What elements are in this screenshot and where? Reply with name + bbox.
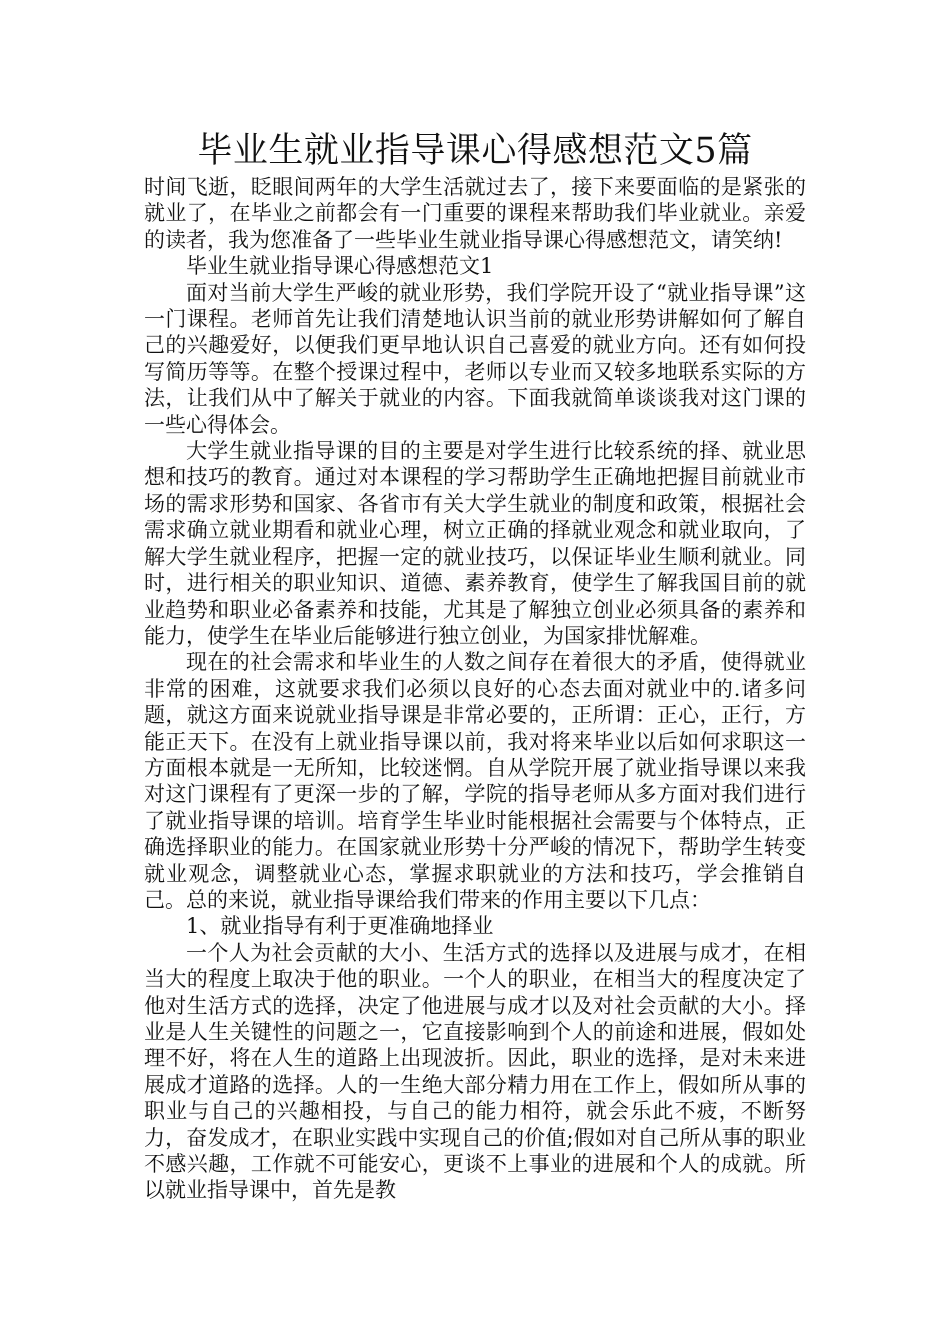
subheading-point-1: 1、就业指导有利于更准确地择业: [186, 914, 494, 939]
paragraph-intro: 时间飞逝，眨眼间两年的大学生活就过去了，接下来要面临的是紧张的就业了，在毕业之前都会有一门重要的课程来帮助我们毕业就业。亲爱的读者，我为您准备了一些毕业生就业指导课心得感想范文，请笑纳!: [144, 175, 806, 252]
paragraph: 大学生就业指导课的目的主要是对学生进行比较系统的择、就业思想和技巧的教育。通过对本课程的学习帮助学生正确地把握目前就业市场的需求形势和国家、各省市有关大学生就业的制度和政策，根据社会需求确立就业期看和就业心理，树立正确的择就业观念和就业取向，了解大学生就业程序，把握一定的就业技巧，以保证毕业生顺利就业。同时，进行相关的职业知识、道德、素养教育，使学生了解我国目前的就业趋势和职业必备素养和技能，尤其是了解独立创业必须具备的素养和能力，使学生在毕业后能够进行独立创业，为国家排忧解难。: [144, 439, 806, 648]
paragraph: 现在的社会需求和毕业生的人数之间存在着很大的矛盾，使得就业非常的困难，这就要求我们必须以良好的心态去面对就业中的.诸多问题，就这方面来说就业指导课是非常必要的，正所谓：正心，正行，方能正天下。在没有上就业指导课以前，我对将来毕业以后如何求职这一方面根本就是一无所知，比较迷惘。自从学院开展了就业指导课以来我对这门课程有了更深一步的了解，学院的指导老师从多方面对我们进行了就业指导课的培训。培育学生毕业时能根据社会需要与个体特点，正确选择职业的能力。在国家就业形势十分严峻的情况下，帮助学生转变就业观念，调整就业心态，掌握求职就业的方法和技巧，学会推销自己。总的来说，就业指导课给我们带来的作用主要以下几点：: [144, 650, 806, 912]
document-title: 毕业生就业指导课心得感想范文5篇: [197, 131, 753, 171]
paragraph: 面对当前大学生严峻的就业形势，我们学院开设了“就业指导课”这一门课程。老师首先让我们清楚地认识当前的就业形势讲解如何了解自己的兴趣爱好，以便我们更早地认识自己喜爱的就业方向。还有如何投写简历等等。在整个授课过程中，老师以专业而又较多地联系实际的方法，让我们从中了解关于就业的内容。下面我就简单谈谈我对这门课的一些心得体会。: [144, 280, 806, 437]
section-heading-1: 毕业生就业指导课心得感想范文1: [186, 254, 494, 279]
document-page: [144, 128, 806, 1204]
paragraph: 一个人为社会贡献的大小、生活方式的选择以及进展与成才，在相当大的程度上取决于他的职业。一个人的职业，在相当大的程度决定了他对生活方式的选择，决定了他进展与成才以及对社会贡献的大小。择业是人生关键性的问题之一，它直接影响到个人的前途和进展，假如处理不好，将在人生的道路上出现波折。因此，职业的选择，是对未来进展成才道路的选择。人的一生绝大部分精力用在工作上，假如所从事的职业与自己的兴趣相投，与自己的能力相符，就会乐此不疲，不断努力，奋发成才，在职业实践中实现自己的价值;假如对自己所从事的职业不感兴趣，工作就不可能安心，更谈不上事业的进展和个人的成就。所以就业指导课中，首先是教: [144, 940, 806, 1203]
